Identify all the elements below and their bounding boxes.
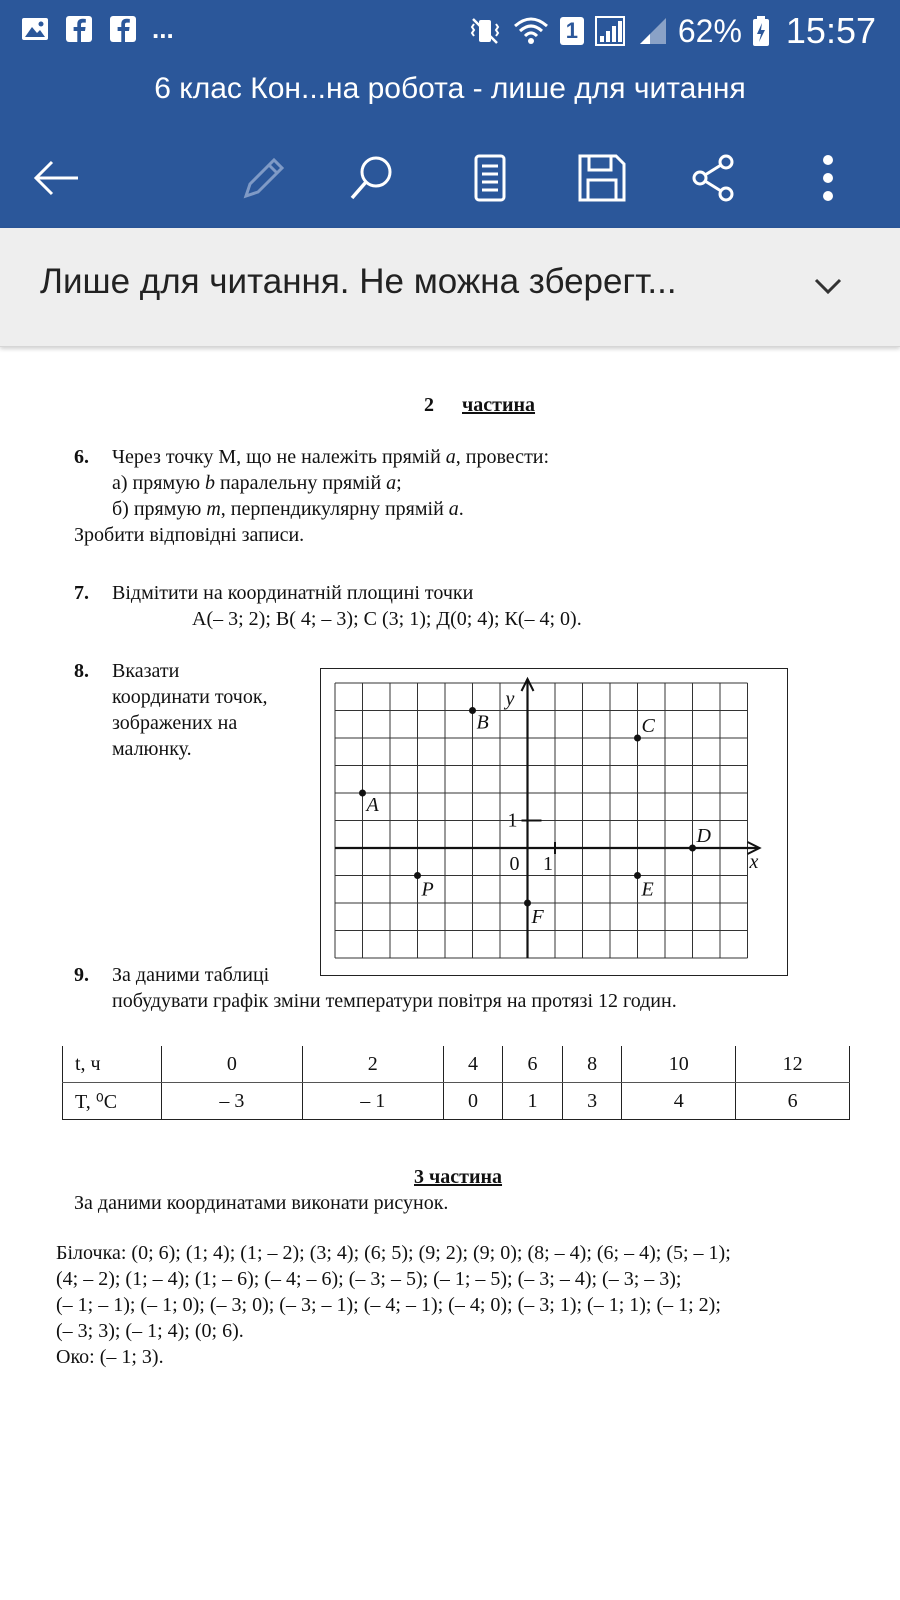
table-cell: 1 <box>503 1083 563 1120</box>
table-row-label: T, ⁰C <box>63 1083 162 1120</box>
vibrate-mute-icon <box>468 14 502 48</box>
point-E <box>634 872 641 879</box>
q8-line2: координати точок, <box>112 686 268 708</box>
part2-heading <box>424 394 535 417</box>
save-button[interactable] <box>570 146 634 210</box>
battery-percent: 62% <box>677 12 742 49</box>
part3-line: Білочка: (0; 6); (1; 4); (1; – 2); (3; 4); (6; 5); (9; 2); (9; 0); (8; – 4); (6; – 4); (5; – 1); <box>56 1242 731 1264</box>
battery-charging-icon <box>752 15 770 47</box>
image-icon <box>20 14 50 44</box>
q6-l3-prefix: б) прямую <box>112 498 207 520</box>
facebook-icon <box>64 14 94 44</box>
q7-number: 7. <box>74 582 89 604</box>
table-cell: 6 <box>503 1046 563 1083</box>
q9-line2: побудувати графік зміни температури повітря на протязі 12 годин. <box>112 990 677 1012</box>
q8-line3: зображених на <box>112 712 238 734</box>
read-mode-icon <box>464 152 516 204</box>
status-left-icons <box>20 14 174 44</box>
point-label-B: B <box>476 711 489 734</box>
pencil-icon <box>238 152 290 204</box>
wifi-icon <box>512 14 550 48</box>
q6-var-a: a <box>445 446 456 468</box>
point-label-P: P <box>421 878 434 901</box>
point-A <box>359 790 366 797</box>
q6-line4: Зробити відповідні записи. <box>74 524 305 546</box>
clock: 15:57 <box>785 10 876 51</box>
q6-var-a2: a <box>386 472 397 494</box>
facebook-icon <box>108 14 138 44</box>
signal-weak-icon <box>638 14 668 48</box>
q6-l1-suffix: , провести: <box>455 446 550 468</box>
q8-line1: Вказати <box>112 660 180 682</box>
table-cell: – 1 <box>302 1083 443 1120</box>
status-bar <box>0 0 900 64</box>
origin-label: 0 <box>509 853 520 875</box>
q8-line4: малюнку. <box>112 738 192 760</box>
point-label-D: D <box>696 825 711 847</box>
more-notifications: ... <box>152 14 174 44</box>
part3-line: (– 1; – 1); (– 1; 0); (– 3; 0); (– 3; – 1); (– 4; – 1); (– 4; 0); (– 3; 1); (– 1; 1); (– 1; 2); <box>56 1294 721 1316</box>
table-cell: 0 <box>162 1046 303 1083</box>
edit-button[interactable] <box>232 146 296 210</box>
q6-l2-prefix: а) прямую <box>112 472 206 494</box>
point-label-A: A <box>366 794 379 816</box>
q6-var-b: b <box>205 472 216 494</box>
q6-l3-mid: , перпендикулярну прямій <box>220 498 449 520</box>
x-unit-label: 1 <box>543 853 553 875</box>
document-page <box>0 350 900 1600</box>
point-P <box>414 872 421 879</box>
q9-line1: За даними таблиці <box>112 964 270 986</box>
temperature-table <box>62 1046 850 1120</box>
document-title: 6 клас Кон...на робота - лише для читання <box>0 64 900 128</box>
back-arrow-icon <box>30 152 82 204</box>
table-row-label: t, ч <box>63 1046 162 1083</box>
table-cell: 2 <box>302 1046 443 1083</box>
read-only-banner[interactable] <box>0 228 900 347</box>
part3-line: (4; – 2); (1; – 4); (1; – 6); (– 4; – 6); (– 3; – 5); (– 1; – 5); (– 3; – 4); (– 3; – 3); <box>56 1268 682 1290</box>
signal-icon <box>594 14 628 48</box>
point-B <box>469 707 476 714</box>
read-only-message: Лише для читання. Не можна зберегт... <box>40 262 677 301</box>
table-cell: 4 <box>443 1046 503 1083</box>
q6-line2 <box>112 472 402 495</box>
table-cell: – 3 <box>162 1083 303 1120</box>
table-cell: 4 <box>622 1083 736 1120</box>
y-axis-label: y <box>505 688 515 710</box>
back-button[interactable] <box>24 146 88 210</box>
read-mode-button[interactable] <box>458 146 522 210</box>
share-icon <box>688 152 740 204</box>
coordinate-figure <box>320 668 788 976</box>
point-label-E: E <box>641 878 654 901</box>
q6-l2-suffix: ; <box>396 472 402 494</box>
status-right-icons <box>468 10 876 52</box>
part3-eye: Око: (– 1; 3). <box>56 1346 164 1368</box>
sim-badge: 1 <box>560 17 584 45</box>
part2-word: частина <box>462 394 536 416</box>
q6-l1-prefix: Через точку М, що не належіть прямій <box>112 446 446 468</box>
save-icon <box>576 152 628 204</box>
q6-l2-mid: паралельну прямій <box>215 472 387 494</box>
table-cell: 10 <box>622 1046 736 1083</box>
y-unit-label: 1 <box>507 809 518 832</box>
part2-number: 2 <box>424 394 434 416</box>
q6-var-a3: a <box>448 498 459 520</box>
search-button[interactable] <box>340 146 404 210</box>
part3-intro: За даними координатами виконати рисунок. <box>74 1192 449 1214</box>
point-D <box>689 845 696 852</box>
table-row <box>63 1083 850 1120</box>
app-toolbar <box>0 128 900 228</box>
q8-number: 8. <box>74 660 89 682</box>
x-axis-label: x <box>749 851 759 873</box>
coordinate-grid <box>321 669 787 975</box>
table-cell: 3 <box>562 1083 622 1120</box>
part3-heading: 3 частина <box>414 1166 503 1188</box>
q6-line3 <box>112 498 464 521</box>
table-cell: 8 <box>562 1046 622 1083</box>
search-icon <box>346 152 398 204</box>
point-label-F: F <box>531 906 544 928</box>
table-row <box>63 1046 850 1083</box>
more-options-button[interactable] <box>796 146 860 210</box>
q7-line1: Відмітити на координатній площині точки <box>112 582 474 604</box>
q9-number: 9. <box>74 964 89 986</box>
q6-line1 <box>112 446 549 469</box>
q6-var-m: m <box>206 498 221 520</box>
share-button[interactable] <box>682 146 746 210</box>
more-vertical-icon <box>802 152 854 204</box>
chevron-down-icon[interactable] <box>808 266 848 306</box>
table-cell: 12 <box>736 1046 850 1083</box>
point-label-C: C <box>641 715 655 737</box>
q6-l3-suffix: . <box>458 498 464 520</box>
point-C <box>634 735 641 742</box>
table-cell: 6 <box>736 1083 850 1120</box>
q7-points: А(– 3; 2); В( 4; – 3); С (3; 1); Д(0; 4); К(– 4; 0). <box>192 608 582 630</box>
part3-line: (– 3; 3); (– 1; 4); (0; 6). <box>56 1320 244 1342</box>
q6-number: 6. <box>74 446 89 468</box>
table-cell: 0 <box>443 1083 503 1120</box>
point-F <box>524 900 531 907</box>
